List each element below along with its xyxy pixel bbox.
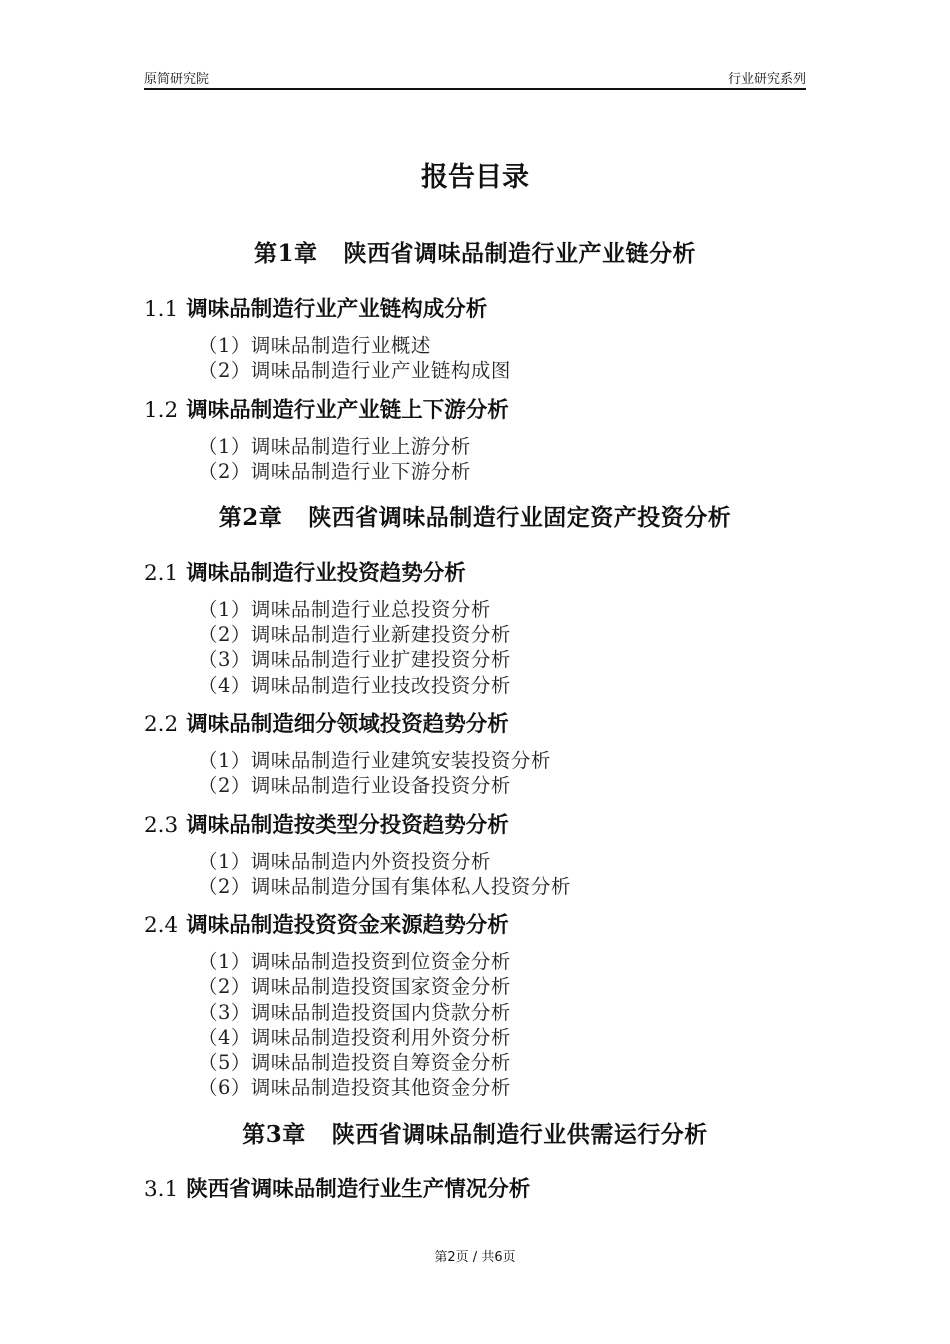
- toc-item: （2）调味品制造行业新建投资分析: [198, 623, 511, 646]
- chapter-number: 第1章: [253, 240, 318, 267]
- toc-item: （1）调味品制造投资到位资金分析: [198, 950, 511, 973]
- toc-item: （2）调味品制造分国有集体私人投资分析: [198, 875, 571, 898]
- chapter-title: 陕西省调味品制造行业供需运行分析: [331, 1121, 708, 1148]
- section-number: 2.4: [144, 913, 179, 938]
- section-heading: [144, 393, 509, 424]
- toc-item: （3）调味品制造投资国内贷款分析: [198, 1001, 511, 1024]
- section-heading: [144, 808, 509, 839]
- header-series: 行业研究系列: [727, 72, 806, 87]
- chapter-heading: [0, 1116, 950, 1149]
- section-number: 1.2: [144, 398, 179, 423]
- page-number: 第2页 / 共6页: [434, 1250, 516, 1265]
- section-heading: [144, 556, 466, 587]
- toc-item: （6）调味品制造投资其他资金分析: [198, 1076, 511, 1099]
- toc-item: （3）调味品制造行业扩建投资分析: [198, 648, 511, 671]
- toc-item: （1）调味品制造行业概述: [198, 334, 431, 357]
- section-number: 1.1: [144, 297, 179, 322]
- toc-item: （2）调味品制造行业下游分析: [198, 460, 471, 483]
- toc-item: （4）调味品制造行业技改投资分析: [198, 674, 511, 697]
- toc-item: （2）调味品制造投资国家资金分析: [198, 975, 511, 998]
- section-title: 调味品制造行业投资趋势分析: [186, 561, 466, 586]
- toc-item: （2）调味品制造行业产业链构成图: [198, 359, 511, 382]
- section-title: 调味品制造行业产业链上下游分析: [186, 398, 509, 423]
- toc-item: （1）调味品制造行业上游分析: [198, 435, 471, 458]
- section-title: 陕西省调味品制造行业生产情况分析: [186, 1177, 531, 1202]
- toc-title: 报告目录: [421, 162, 529, 193]
- toc-item: （5）调味品制造投资自筹资金分析: [198, 1051, 511, 1074]
- section-title: 调味品制造行业产业链构成分析: [186, 297, 488, 322]
- section-heading: [144, 1172, 530, 1203]
- chapter-number: 第2章: [218, 504, 283, 531]
- section-heading: [144, 292, 487, 323]
- section-title: 调味品制造按类型分投资趋势分析: [186, 813, 509, 838]
- chapter-heading: [0, 499, 950, 532]
- section-number: 3.1: [144, 1177, 179, 1202]
- section-number: 2.2: [144, 712, 179, 737]
- header-publisher: 原简研究院: [144, 72, 210, 87]
- chapter-title: 陕西省调味品制造行业产业链分析: [343, 240, 696, 267]
- toc-item: （4）调味品制造投资利用外资分析: [198, 1026, 511, 1049]
- section-title: 调味品制造细分领域投资趋势分析: [186, 712, 509, 737]
- section-heading: [144, 707, 509, 738]
- toc-item: （2）调味品制造行业设备投资分析: [198, 774, 511, 797]
- page-header: [144, 68, 806, 90]
- section-title: 调味品制造投资资金来源趋势分析: [186, 913, 509, 938]
- section-heading: [144, 908, 509, 939]
- section-number: 2.1: [144, 561, 179, 586]
- chapter-title: 陕西省调味品制造行业固定资产投资分析: [308, 504, 732, 531]
- chapter-number: 第3章: [242, 1121, 306, 1148]
- chapter-heading: [0, 235, 950, 268]
- toc-item: （1）调味品制造行业建筑安装投资分析: [198, 749, 551, 772]
- toc-item: （1）调味品制造行业总投资分析: [198, 598, 491, 621]
- toc-item: （1）调味品制造内外资投资分析: [198, 850, 491, 873]
- section-number: 2.3: [144, 813, 179, 838]
